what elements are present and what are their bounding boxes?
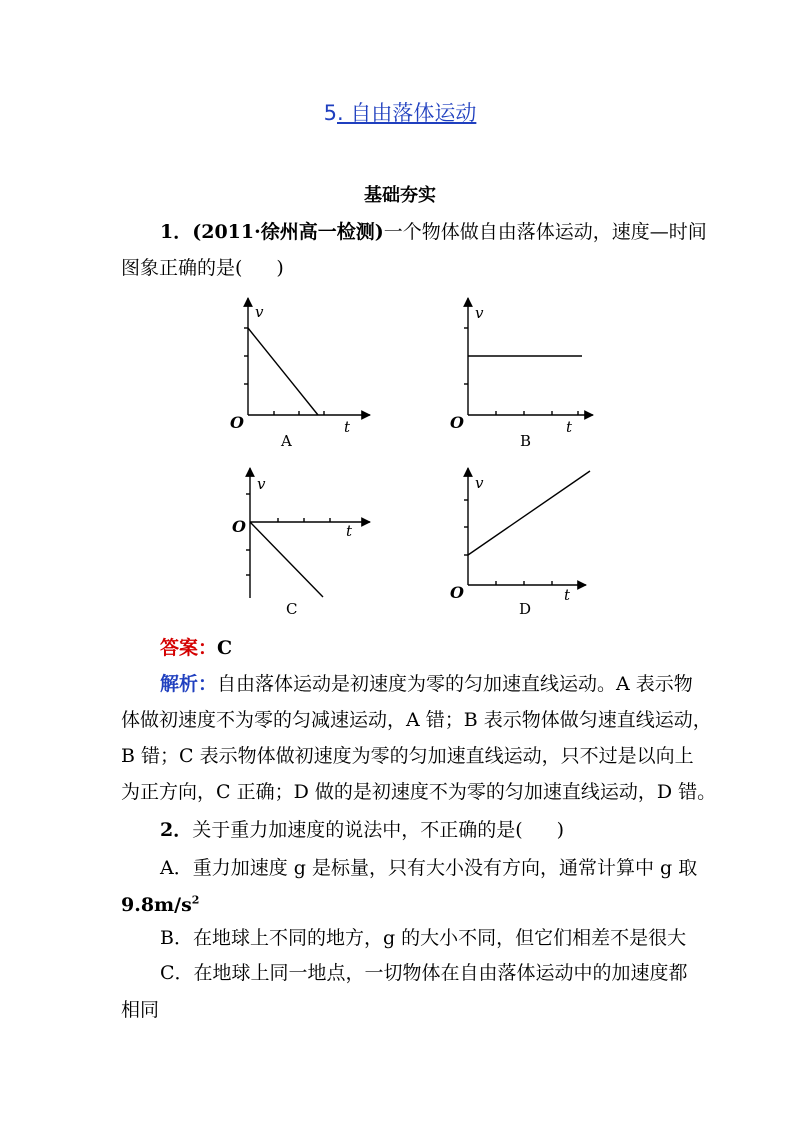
graph-d-t-label: t: [564, 586, 571, 604]
graph-c-line: [250, 522, 323, 597]
q2-option-a-exponent: 2: [191, 893, 200, 907]
q2-option-a-line1: A．重力加速度 g 是标量，只有大小没有方向，通常计算中 g 取: [160, 857, 698, 879]
answer-value: C: [217, 637, 233, 659]
analysis-label: 解析：: [160, 673, 218, 695]
graph-c: [232, 468, 370, 618]
graph-a-origin: O: [230, 413, 244, 432]
q1-text-b: 图象正确的是(: [121, 257, 243, 279]
graph-d-origin: O: [450, 583, 464, 602]
graph-c-caption: C: [286, 600, 298, 618]
analysis-line-4: 为正方向，C 正确；D 做的是初速度不为零的匀加速直线运动，D 错。: [121, 781, 717, 803]
graph-a: [230, 298, 370, 450]
analysis-line-2: 体做初速度不为零的匀减速运动，A 错；B 表示物体做匀速直线运动，: [121, 709, 712, 731]
q1-text-a: 一个物体做自由落体运动，速度—时间: [383, 221, 707, 243]
graph-b-v-label: v: [475, 304, 484, 322]
q2-option-a-value: 9.8m/s: [121, 894, 192, 916]
graph-c-t-label: t: [346, 522, 353, 540]
q1-number: 1．: [160, 221, 193, 243]
q1-source: (2011·徐州高一检测): [192, 221, 384, 243]
q2-line: [160, 817, 564, 843]
q2-text-close: ): [556, 819, 565, 841]
answer-label: 答案：: [160, 637, 218, 659]
analysis-line-1: [160, 671, 693, 697]
title-number: 5: [323, 101, 337, 125]
q2-option-c-line2: 相同: [121, 999, 160, 1021]
graph-b-t-label: t: [566, 418, 573, 436]
graph-d-caption: D: [519, 600, 532, 618]
graph-d-v-label: v: [475, 474, 484, 492]
graph-a-line: [248, 328, 318, 415]
q2-option-b: B．在地球上不同的地方，g 的大小不同，但它们相差不是很大: [160, 927, 687, 949]
graph-c-v-label: v: [257, 475, 266, 493]
answer-line: [160, 635, 232, 661]
q2-text: 关于重力加速度的说法中，不正确的是(: [192, 819, 523, 841]
q1-text-close: ): [276, 257, 284, 279]
q2-number: 2．: [160, 819, 193, 841]
graph-a-caption: A: [281, 432, 292, 450]
section-title: 基础夯实: [364, 185, 436, 206]
q2-option-a-line2: [121, 892, 199, 918]
graph-b-origin: O: [450, 413, 464, 432]
graph-d: [450, 468, 590, 618]
analysis-text-1: 自由落体运动是初速度为零的匀加速直线运动。A 表示物: [217, 673, 693, 695]
analysis-line-3: B 错；C 表示物体做初速度为零的匀加速直线运动，只不过是以向上: [121, 745, 694, 767]
graph-c-origin: O: [232, 517, 246, 536]
q2-option-c-line1: C．在地球上同一地点，一切物体在自由落体运动中的加速度都: [160, 962, 688, 984]
graph-b: [450, 298, 593, 450]
graph-a-v-label: v: [255, 303, 264, 321]
graph-d-line: [468, 471, 590, 555]
graph-a-t-label: t: [344, 418, 351, 436]
title-text: . 自由落体运动: [337, 101, 477, 125]
graph-b-caption: B: [520, 432, 532, 450]
